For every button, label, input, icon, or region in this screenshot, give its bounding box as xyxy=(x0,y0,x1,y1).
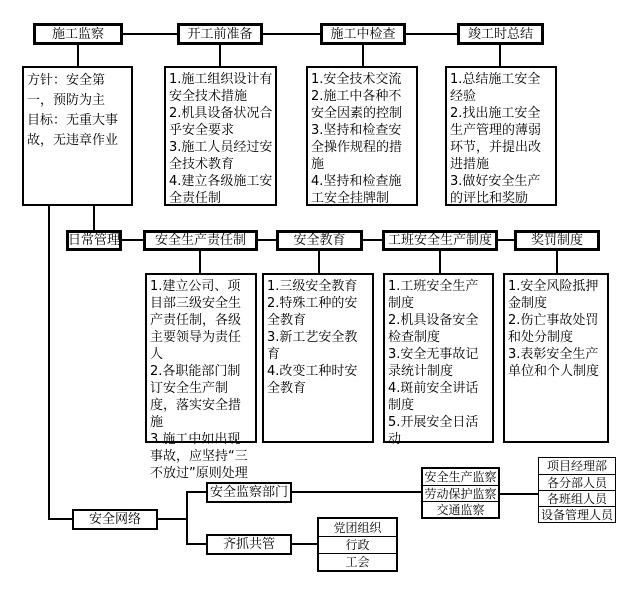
detail-box-policy-goals xyxy=(22,66,133,206)
stack-box-supervised-personnel xyxy=(538,457,616,523)
node-box-safety-education: 安全教育 xyxy=(276,230,363,251)
list-item: 党团组织 xyxy=(333,520,382,535)
list-item: 2.特殊工种的安全教育 xyxy=(267,296,358,328)
list-item: 1.三级安全教育 xyxy=(267,279,358,294)
list-item: 2.各职能部门制订安全生产制度，落实安全措施 xyxy=(150,364,242,430)
list-item: 交通监察 xyxy=(423,501,498,517)
detail-box-in-construction xyxy=(306,66,418,206)
list-item: 4.建立各级施工安全责任制 xyxy=(169,174,273,206)
list-item: 3.坚持和检查安全操作规程的措施 xyxy=(311,123,403,172)
connector xyxy=(258,239,276,241)
list-item: 目标：无重大事故，无违章作业 xyxy=(27,113,119,148)
list-item: 1.安全技术交流 xyxy=(311,72,402,87)
connector xyxy=(406,33,457,35)
connector xyxy=(219,45,221,66)
list-item: 3.表彰安全生产单位和个人制度 xyxy=(508,347,600,379)
stage-box-in-construction-inspection: 施工中检查 xyxy=(320,23,406,45)
list-item: 2.施工中各种不安全因素的控制 xyxy=(311,89,403,121)
connector xyxy=(500,493,538,495)
list-item: 1.总结施工安全经验 xyxy=(450,72,541,104)
stage-box-completion-summary: 竣工时总结 xyxy=(457,23,544,45)
list-item: 2.伤亡事故处罚和处分制度 xyxy=(508,313,599,345)
list-item: 1.工班安全生产制度 xyxy=(388,279,479,311)
list-item: 2.机具设备状况合乎安全要求 xyxy=(169,106,273,138)
node-box-daily-management: 日常管理 xyxy=(66,230,122,251)
list-item: 4.斑前安全讲话制度 xyxy=(388,381,479,413)
list-item: 各分部人员 xyxy=(539,474,615,490)
detail-box-completion xyxy=(445,66,557,206)
list-item: 安全生产监察 xyxy=(424,470,497,484)
connector xyxy=(292,491,421,493)
list-item: 方针：安全第一，预防为主 xyxy=(27,73,106,108)
list-item: 2.找出施工安全生产管理的薄弱环节，并提出改进措施 xyxy=(450,106,542,172)
connector xyxy=(263,33,320,35)
connector xyxy=(362,45,364,66)
connector xyxy=(439,251,441,273)
detail-box-responsibility-system xyxy=(145,273,257,481)
connector xyxy=(93,206,95,230)
node-box-joint-management: 齐抓共管 xyxy=(206,534,292,555)
list-item: 项目经理部 xyxy=(546,459,607,473)
connector xyxy=(318,251,320,273)
list-item: 3.施工中如出现事故，应坚持“三不放过”原则处理 xyxy=(150,432,248,481)
connector xyxy=(186,543,206,545)
connector xyxy=(199,251,201,273)
detail-box-pre-construction xyxy=(164,66,277,206)
connector xyxy=(123,33,177,35)
list-item: 1.施工组织设计有安全技术措施 xyxy=(169,72,273,104)
connector xyxy=(556,251,558,273)
list-item: 3.安全无事故记录统计制度 xyxy=(388,347,479,379)
detail-box-reward-punishment xyxy=(503,273,609,443)
connector xyxy=(363,239,382,241)
connector xyxy=(499,45,501,66)
list-item: 3.施工人员经过安全技术教育 xyxy=(169,140,273,172)
list-item: 各班组人员 xyxy=(539,490,615,506)
list-item: 1.建立公司、项目部三级安全生产责任制，各级主要领导为责任人 xyxy=(150,279,242,362)
connector xyxy=(48,518,72,520)
list-item: 5.开展安全日活动 xyxy=(388,415,479,447)
connector xyxy=(158,518,186,520)
list-item: 3.做好安全生产的评比和奖励 xyxy=(450,174,541,206)
list-item: 行政 xyxy=(319,536,396,553)
connector xyxy=(186,491,206,493)
list-item: 工会 xyxy=(319,553,396,570)
connector xyxy=(122,239,143,241)
node-box-work-team-safety-system: 工班安全生产制度 xyxy=(382,230,498,251)
list-item: 2.机具设备安全检查制度 xyxy=(388,313,479,345)
list-item: 3.新工艺安全教育 xyxy=(267,330,358,362)
list-item: 设备管理人员 xyxy=(540,507,613,522)
connector xyxy=(292,543,317,545)
list-item: 1.安全风险抵押金制度 xyxy=(508,279,599,311)
stack-box-joint-groups xyxy=(317,517,398,572)
detail-box-work-team-system xyxy=(383,273,494,447)
connector xyxy=(498,239,514,241)
list-item: 4.改变工种时安全教育 xyxy=(267,364,358,396)
stage-box-pre-construction-preparation: 开工前准备 xyxy=(177,23,263,45)
node-box-safety-network: 安全网络 xyxy=(72,509,158,530)
connector xyxy=(77,45,79,66)
node-box-safety-responsibility-system: 安全生产责任制 xyxy=(143,230,258,251)
connector xyxy=(48,206,50,520)
list-item: 4.坚持和检查施工安全挂牌制 xyxy=(311,174,402,206)
detail-box-safety-education xyxy=(262,273,374,443)
stage-box-construction-supervision: 施工监察 xyxy=(33,23,123,45)
list-item: 劳动保护监察 xyxy=(424,486,497,501)
node-box-reward-punishment-system: 奖罚制度 xyxy=(514,230,600,251)
stack-box-supervision-types xyxy=(421,467,500,519)
node-box-safety-supervision-department: 安全监察部门 xyxy=(206,482,292,503)
connector xyxy=(186,491,188,545)
